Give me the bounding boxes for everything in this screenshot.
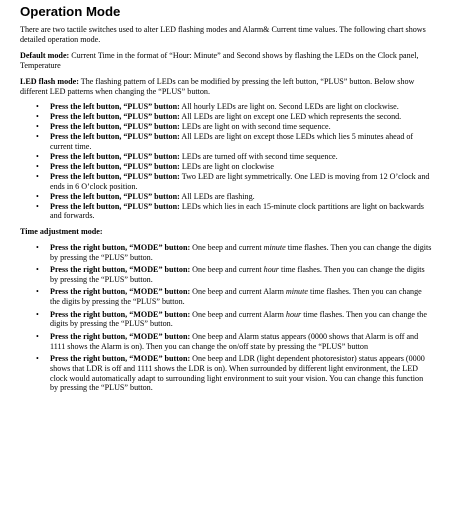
item-text: All LEDs are light on except those LEDs which lies 5 minutes ahead of current time.: [50, 132, 414, 152]
list-item: [50, 132, 432, 152]
item-label: Press the right button, “MODE” button:: [50, 243, 191, 253]
list-item: [50, 172, 432, 192]
item-text-emphasis: hour: [263, 265, 279, 275]
item-label: Press the left button, “PLUS” button:: [50, 112, 180, 122]
item-label: Press the left button, “PLUS” button:: [50, 132, 180, 142]
item-label: Press the right button, “MODE” button:: [50, 353, 191, 363]
led-flash-mode-label: LED flash mode:: [20, 76, 79, 86]
item-text: Two LED are light symmetrically. One LED is moving from 12 O’clock and ends in 6 O’clock position.: [50, 171, 430, 191]
default-mode-label: Default mode:: [20, 50, 70, 60]
item-label: Press the left button, “PLUS” button:: [50, 122, 180, 132]
list-item: [50, 122, 432, 132]
item-label: Press the right button, “MODE” button:: [50, 331, 191, 341]
item-text-pre: One beep and Alarm status appears (0000 shows that Alarm is off and 1111 shows the Alarm is on). Then you can change the on/off state by pressing the “PLUS” button: [50, 331, 419, 351]
list-item: [50, 102, 432, 112]
item-text-emphasis: hour: [285, 309, 302, 319]
led-pattern-list: [20, 102, 432, 221]
default-mode-text: Current Time in the format of “Hour: Minute” and Second shows by flashing the LEDs on the Clock panel, Temperature: [20, 50, 419, 70]
item-label: Press the left button, “PLUS” button:: [50, 171, 180, 181]
item-label: Press the left button, “PLUS” button:: [50, 161, 180, 171]
item-label: Press the left button, “PLUS” button:: [50, 201, 180, 211]
item-text-post: time flashes. Then you can change the digits by pressing the “PLUS” button.: [50, 309, 427, 329]
item-label: Press the right button, “MODE” button:: [50, 265, 191, 275]
list-item: [50, 310, 432, 330]
item-text-pre: One beep and current Alarm: [190, 287, 286, 297]
list-item: [50, 202, 432, 222]
page-title: Operation Mode: [20, 4, 121, 19]
time-adjustment-list: [20, 243, 432, 393]
list-item: [50, 332, 432, 352]
item-text-pre: One beep and current: [190, 265, 264, 275]
time-adjustment-heading: Time adjustment mode:: [20, 227, 103, 237]
list-item: [50, 192, 432, 202]
item-text: All hourly LEDs are light on. Second LEDs are light on clockwise.: [179, 102, 399, 112]
led-flash-mode-text: The flashing pattern of LEDs can be modified by pressing the left button, “PLUS” button. Below show different LED patterns when changing the “PLUS” button.: [20, 76, 415, 96]
item-text: LEDs which lies in each 15-minute clock partitions are light on backwards and forwards.: [50, 201, 424, 221]
item-text-post: time flashes. Then you can change the digits by pressing the “PLUS” button.: [50, 243, 432, 263]
item-text-emphasis: minute: [285, 287, 308, 297]
list-item: [50, 152, 432, 162]
list-item: [50, 287, 432, 307]
item-text-post: time flashes. Then you can change the digits by pressing the “PLUS” button.: [50, 265, 425, 285]
item-text: LEDs are light on clockwise: [179, 161, 274, 171]
item-text: All LEDs are flashing.: [179, 191, 255, 201]
item-label: Press the left button, “PLUS” button:: [50, 102, 180, 112]
item-text-pre: One beep and current: [190, 243, 264, 253]
item-text: LEDs are turned off with second time sequence.: [179, 151, 338, 161]
list-item: [50, 112, 432, 122]
item-label: Press the left button, “PLUS” button:: [50, 191, 180, 201]
default-mode-paragraph: [20, 51, 432, 71]
list-item: [50, 354, 432, 394]
item-text: All LEDs are light on except one LED which represents the second.: [179, 112, 402, 122]
item-text: LEDs are light on with second time sequence.: [179, 122, 331, 132]
list-item: [50, 243, 432, 263]
list-item: [50, 162, 432, 172]
intro-paragraph: There are two tactile switches used to alter LED flashing modes and Alarm& Current time values. The following chart shows detailed operation mode.: [20, 25, 426, 44]
item-label: Press the left button, “PLUS” button:: [50, 151, 180, 161]
list-item: [50, 265, 432, 285]
item-text-emphasis: minute: [263, 243, 286, 253]
item-text-pre: One beep and LDR (light dependent photoresistor) status appears (0000 shows that LDR is off and 1111 shows the LDR is on). When surrounded by different light environment, the LED clock would automatically adapt to surrounding light environment to suit your vision. You can change this function by pressing the “PLUS” button.: [50, 353, 425, 393]
item-text-pre: One beep and current Alarm: [190, 309, 286, 319]
item-text-post: time flashes. Then you can change the digits by pressing the “PLUS” button.: [50, 287, 422, 307]
item-label: Press the right button, “MODE” button:: [50, 309, 191, 319]
item-label: Press the right button, “MODE” button:: [50, 287, 191, 297]
led-flash-mode-paragraph: [20, 77, 432, 97]
